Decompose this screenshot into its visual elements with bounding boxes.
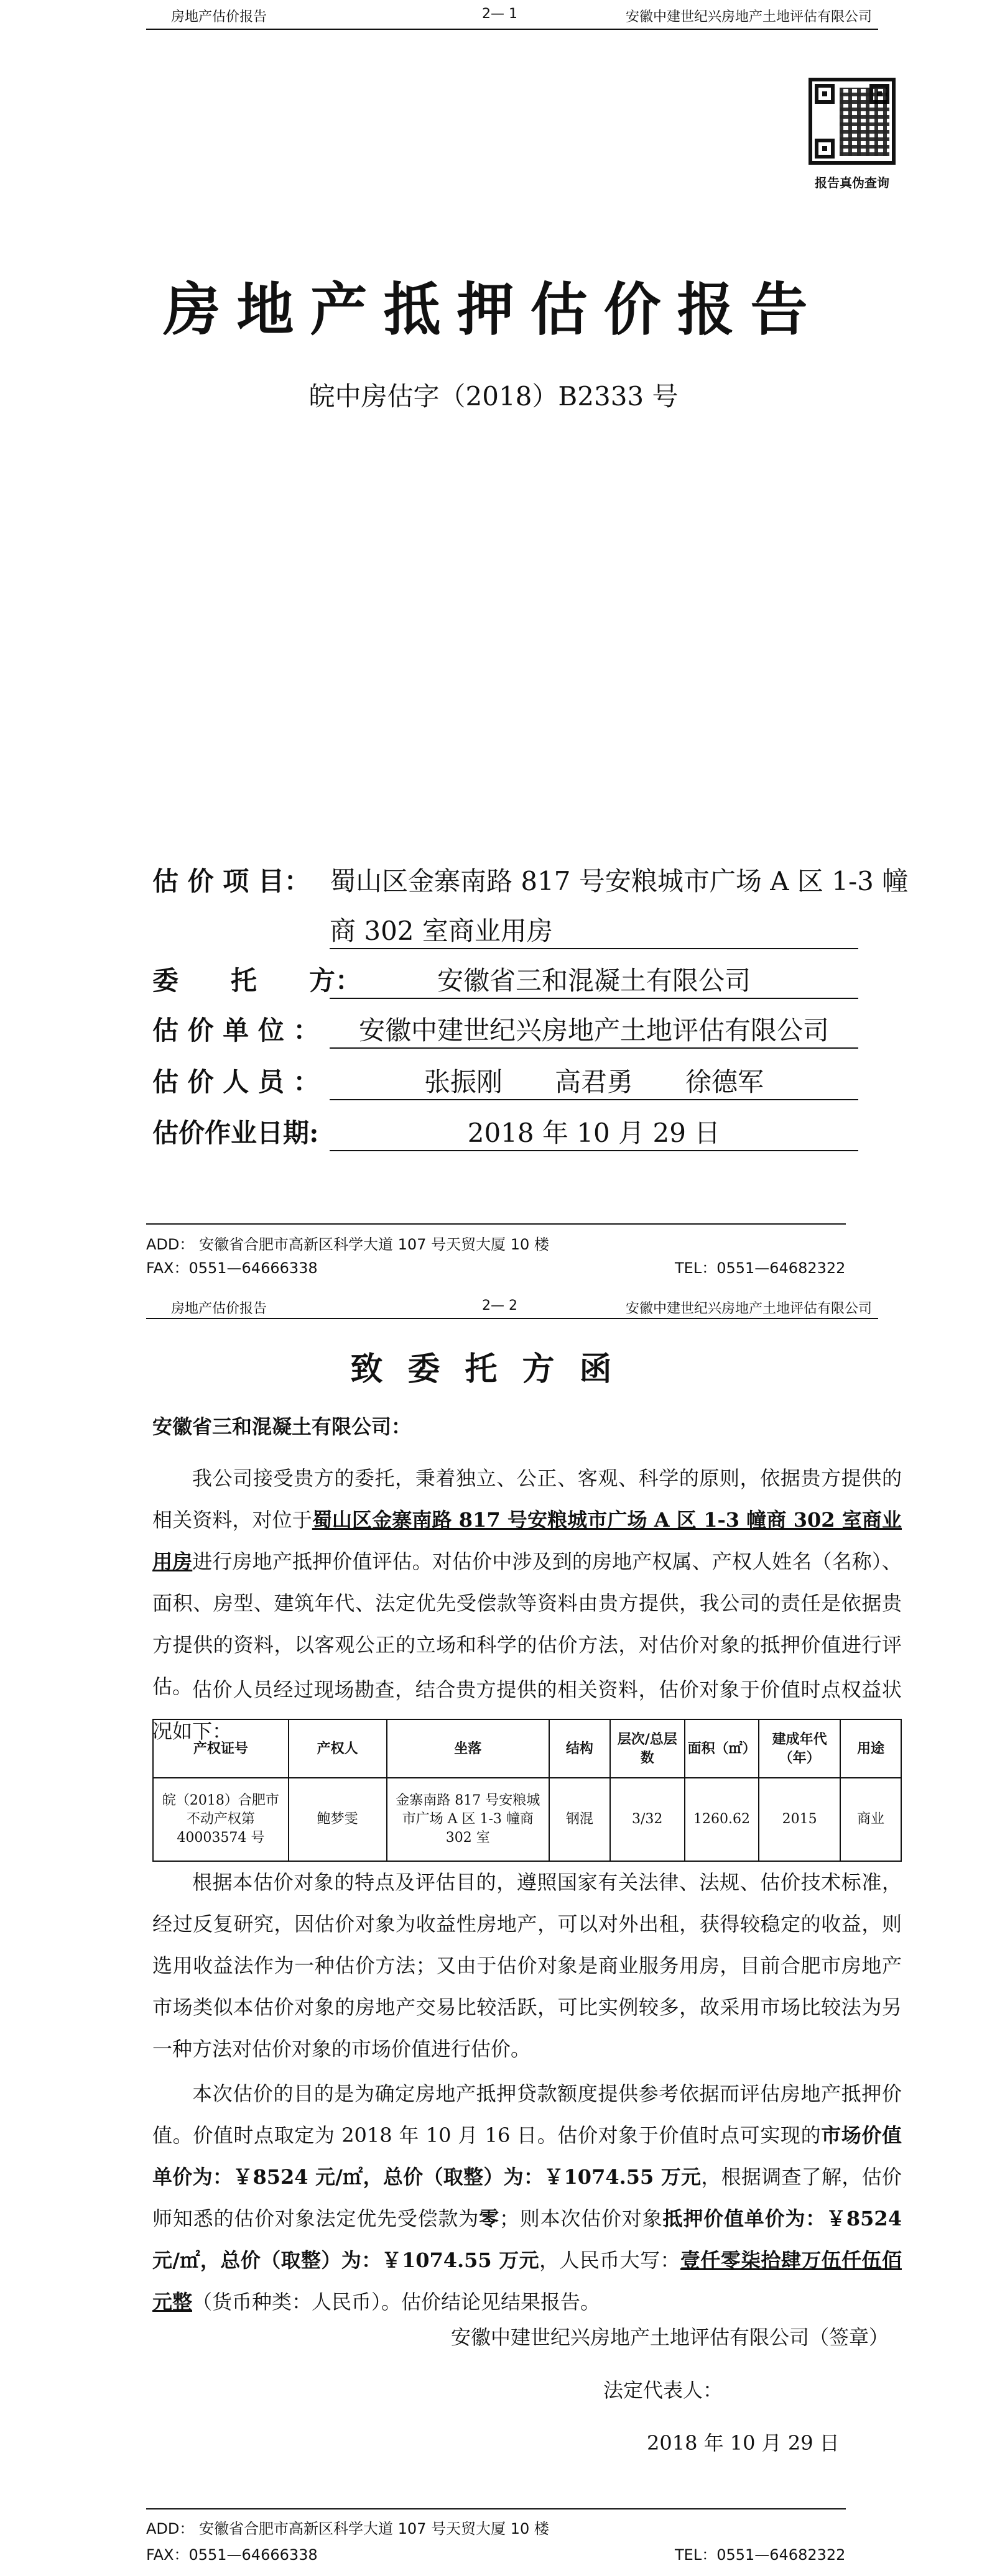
priority-payment-text: 零 — [479, 2207, 499, 2230]
market-value-text: 市场价值单价为：￥8524 元/㎡，总价（取整）为：￥1074.55 万元 — [152, 2123, 902, 2189]
table-header-cell: 产权证号 — [153, 1719, 289, 1778]
footer-fax: FAX：0551—64666338 — [146, 1259, 318, 1277]
text-span: 进行房地产抵押价值评估。对估价中涉及到的房地产权属、产权人姓名（名称）、面积、房型、建筑年代、法定优先受偿款等资料由贵方提供，我公司的责任是依据贵方提供的资料，以客观公正的立场和科学的估价方法，对估价对象的抵押价值进行评估。 — [152, 1550, 902, 1698]
table-header-cell: 结构 — [549, 1719, 610, 1778]
table-cell: 2015 — [759, 1778, 840, 1861]
field-label: 估价作业日期: — [152, 1118, 319, 1148]
signoff-legal-rep: 法定代表人： — [603, 2378, 723, 2402]
field-project — [152, 861, 909, 898]
table-header-cell: 建成年代（年） — [759, 1719, 840, 1778]
text-span: 本次估价的目的是为确定房地产抵押贷款额度提供参考依据而评估房地产抵押价值。价值时点取定为 2018 年 10 月 16 日。估价对象于价值时点可实现的 — [152, 2082, 902, 2147]
paragraph-survey: 估价人员经过现场勘查，结合贵方提供的相关资料，估价对象于价值时点权益状况如下： — [152, 1678, 902, 1743]
mortgage-value-text: 抵押价值单价为：￥8524 元/㎡，总价（取整）为：￥1074.55 万元 — [152, 2207, 902, 2272]
entrustment-letter-page — [0, 1293, 987, 2576]
report-title: 房地产抵押估价报告 — [163, 276, 824, 343]
table-cell: 3/32 — [610, 1778, 685, 1861]
signoff-company: 安徽中建世纪兴房地产土地评估有限公司（签章） — [451, 2325, 889, 2349]
table-cell: 皖（2018）合肥市不动产权第 40003574 号 — [153, 1778, 289, 1861]
table-header-row — [153, 1719, 901, 1778]
field-value: 安徽中建世纪兴房地产土地评估有限公司 — [330, 1010, 858, 1049]
table-cell: 鲍梦雯 — [289, 1778, 387, 1861]
header-page-number: 2— 2 — [482, 1298, 517, 1313]
footer-address: ADD： 安徽省合肥市高新区科学大道 107 号天贸大厦 10 楼 — [146, 1236, 549, 1253]
table-cell: 1260.62 — [685, 1778, 759, 1861]
amount-in-words: 壹仟零柒拾肆万伍仟伍佰元整 — [152, 2248, 902, 2314]
letter-addressee: 安徽省三和混凝土有限公司： — [152, 1415, 412, 1438]
header-left: 房地产估价报告 — [171, 9, 267, 25]
footer-address: ADD： 安徽省合肥市高新区科学大道 107 号天贸大厦 10 楼 — [146, 2520, 549, 2537]
paragraph-conclusion — [152, 2073, 902, 2323]
qr-finder-icon — [815, 84, 835, 104]
letter-title: 致委托方函 — [350, 1350, 637, 1388]
field-appraiser-unit — [152, 1010, 868, 1047]
field-project-line2 — [152, 911, 868, 948]
field-value: 张振刚 高君勇 徐德军 — [330, 1062, 858, 1100]
footer-divider — [146, 1223, 846, 1225]
signoff-date: 2018 年 10 月 29 日 — [647, 2431, 840, 2455]
header-company: 安徽中建世纪兴房地产土地评估有限公司 — [625, 1301, 872, 1317]
footer-fax: FAX：0551—64666338 — [146, 2546, 318, 2564]
field-label: 估 价 人 员 ： — [152, 1067, 320, 1097]
header-page-number: 2— 1 — [482, 6, 517, 22]
page-header — [146, 1293, 878, 1319]
property-rights-table — [152, 1719, 902, 1862]
qr-caption: 报告真伪查询 — [815, 175, 889, 190]
table-header-cell: 用途 — [840, 1719, 901, 1778]
table-header-cell: 产权人 — [289, 1719, 387, 1778]
field-client — [152, 960, 868, 998]
qr-code-icon[interactable] — [809, 78, 896, 165]
field-work-date — [152, 1113, 868, 1150]
table-cell: 钢混 — [549, 1778, 610, 1861]
table-header-cell: 层次/总层数 — [610, 1719, 685, 1778]
table-header-cell: 面积（㎡） — [685, 1719, 759, 1778]
field-value: 安徽省三和混凝土有限公司 — [330, 960, 858, 999]
paragraph-method: 根据本估价对象的特点及评估目的，遵照国家有关法律、法规、估价技术标准，经过反复研究，因估价对象为收益性房地产，可以对外出租，获得较稳定的收益，则选用收益法作为一种估价方法；又由于估价对象是商业服务用房，目前合肥市房地产市场类似本估价对象的房地产交易比较活跃，可比实例较多，故采用市场比较法为另一种方法对估价对象的市场价值进行估价。 — [152, 1870, 902, 2061]
field-appraisers — [152, 1062, 868, 1099]
text-span: 我公司接受贵方的委托，秉着独立、公正、客观、科学的原则，依据贵方提供的相关资料，对位于 — [152, 1466, 902, 1532]
header-company: 安徽中建世纪兴房地产土地评估有限公司 — [625, 9, 872, 25]
table-header-cell: 坐落 — [387, 1719, 549, 1778]
footer-divider — [146, 2508, 846, 2509]
text-span: （货币种类：人民币）。估价结论见结果报告。 — [192, 2290, 601, 2314]
text-span: ，人民币大写： — [539, 2248, 680, 2272]
page-header — [146, 0, 878, 30]
report-number: 皖中房估字（2018）B2333 号 — [308, 381, 679, 412]
field-label: 估 价 单 位 ： — [152, 1015, 320, 1046]
table-cell: 金寨南路 817 号安粮城市广场 A 区 1-3 幢商 302 室 — [387, 1778, 549, 1861]
footer-tel: TEL：0551—64682322 — [675, 1259, 846, 1277]
field-value: 2018 年 10 月 29 日 — [330, 1113, 858, 1151]
field-value: 商 302 室商业用房 — [330, 911, 858, 949]
field-label: 估 价 项 目： — [152, 866, 310, 896]
table-row — [153, 1778, 901, 1861]
footer-tel: TEL：0551—64682322 — [675, 2546, 846, 2564]
table-cell: 商业 — [840, 1778, 901, 1861]
header-left: 房地产估价报告 — [171, 1301, 267, 1317]
field-value: 蜀山区金寨南路 817 号安粮城市广场 A 区 1-3 幢 — [330, 866, 909, 896]
field-label: 委 托 方： — [152, 965, 362, 996]
qr-finder-icon — [815, 139, 835, 159]
property-address: 蜀山区金寨南路 817 号安粮城市广场 A 区 1-3 幢商 302 室商业用房 — [152, 1508, 902, 1573]
text-span: ；则本次估价对象 — [499, 2207, 663, 2230]
qr-pattern — [840, 88, 889, 156]
text-span: ，根据调查了解，估价师知悉的估价对象法定优先受偿款为 — [152, 2165, 902, 2230]
